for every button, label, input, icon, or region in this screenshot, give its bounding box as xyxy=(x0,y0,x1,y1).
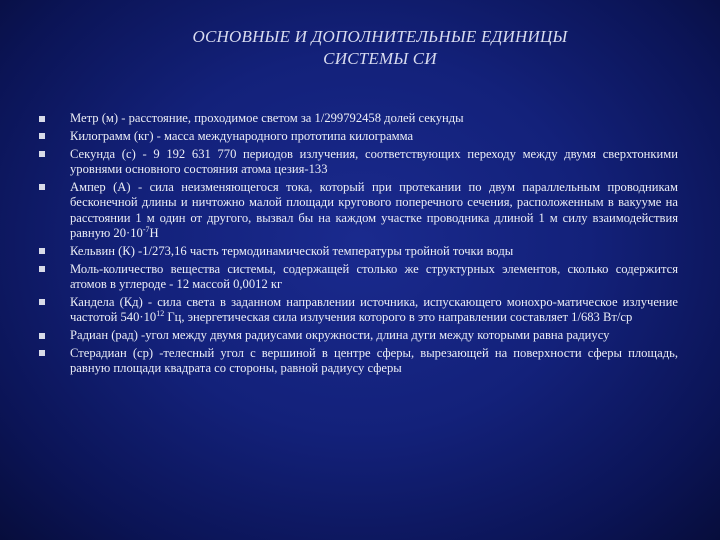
item-text: Радиан (рад) -угол между двумя радиусами окружности, длина дуги между которыми равна радиусу xyxy=(70,328,610,343)
item-text: Кельвин (К) -1/273,16 часть термодинамической температуры тройной точки воды xyxy=(70,243,514,258)
list-item-second xyxy=(38,147,678,178)
list-item-radian xyxy=(38,328,678,343)
square-bullet-icon xyxy=(39,333,45,339)
item-text: Моль-количество вещества системы, содержащей столько же структурных элементов, сколько содержится атомов в углероде - 12 массой 0,0012 кг xyxy=(70,261,678,292)
list-item-kelvin xyxy=(38,244,678,259)
item-text: Секунда (с) - 9 192 631 770 периодов излучения, соответствующих переходу между двумя сверхтонкими уровнями основного состояния атома цезия-133 xyxy=(70,146,678,176)
item-text: Стерадиан (ср) -телесный угол с вершиной в центре сферы, вырезающей на поверхности сферы площадь, равную площади квадрата со стороны, равной радиусу сферы xyxy=(70,345,678,376)
list-item-candela xyxy=(38,295,678,326)
item-text: Килограмм (кг) - масса международного прототипа килограмма xyxy=(70,128,414,143)
square-bullet-icon xyxy=(39,299,45,305)
square-bullet-icon xyxy=(39,266,45,272)
item-text-suffix: Гц, энергетическая сила излучения которого в это направлении составляет 1/683 Вт/ср xyxy=(164,310,633,325)
list-item-steradian xyxy=(38,346,678,377)
list-item-ampere xyxy=(38,180,678,242)
item-text-suffix: Н xyxy=(149,226,159,241)
exponent: 12 xyxy=(156,309,165,319)
title-line-1: ОСНОВНЫЕ И ДОПОЛНИТЕЛЬНЫЕ ЕДИНИЦЫ xyxy=(192,27,568,46)
item-text: Ампер (А) - сила неизменяющегося тока, который при протекании по двум параллельным проводникам бесконечной длины и ничтожно малой площади кругового поперечного сечения, расположенным в вакууме на расстоянии 1 м один от другого, вызвал бы на каждом участке проводника длиной 1 м силу взаимодействия равную 20·10 xyxy=(70,179,678,241)
list-item-meter xyxy=(38,111,678,126)
square-bullet-icon xyxy=(39,151,45,157)
exponent: -7 xyxy=(142,225,150,235)
list-item-mole xyxy=(38,262,678,293)
square-bullet-icon xyxy=(39,116,45,122)
title-line-2: СИСТЕМЫ СИ xyxy=(323,49,437,68)
units-list xyxy=(38,111,678,379)
item-text: Метр (м) - расстояние, проходимое светом за 1/299792458 долей секунды xyxy=(70,111,464,125)
square-bullet-icon xyxy=(39,184,45,190)
list-item-kilogram xyxy=(38,129,678,144)
item-text: Кандела (Кд) - сила света в заданном направлении источника, испускающего монохро-матическое излучение частотой 540·10 xyxy=(70,294,678,325)
slide-title xyxy=(80,26,680,70)
square-bullet-icon xyxy=(39,350,45,356)
square-bullet-icon xyxy=(39,133,45,139)
square-bullet-icon xyxy=(39,248,45,254)
